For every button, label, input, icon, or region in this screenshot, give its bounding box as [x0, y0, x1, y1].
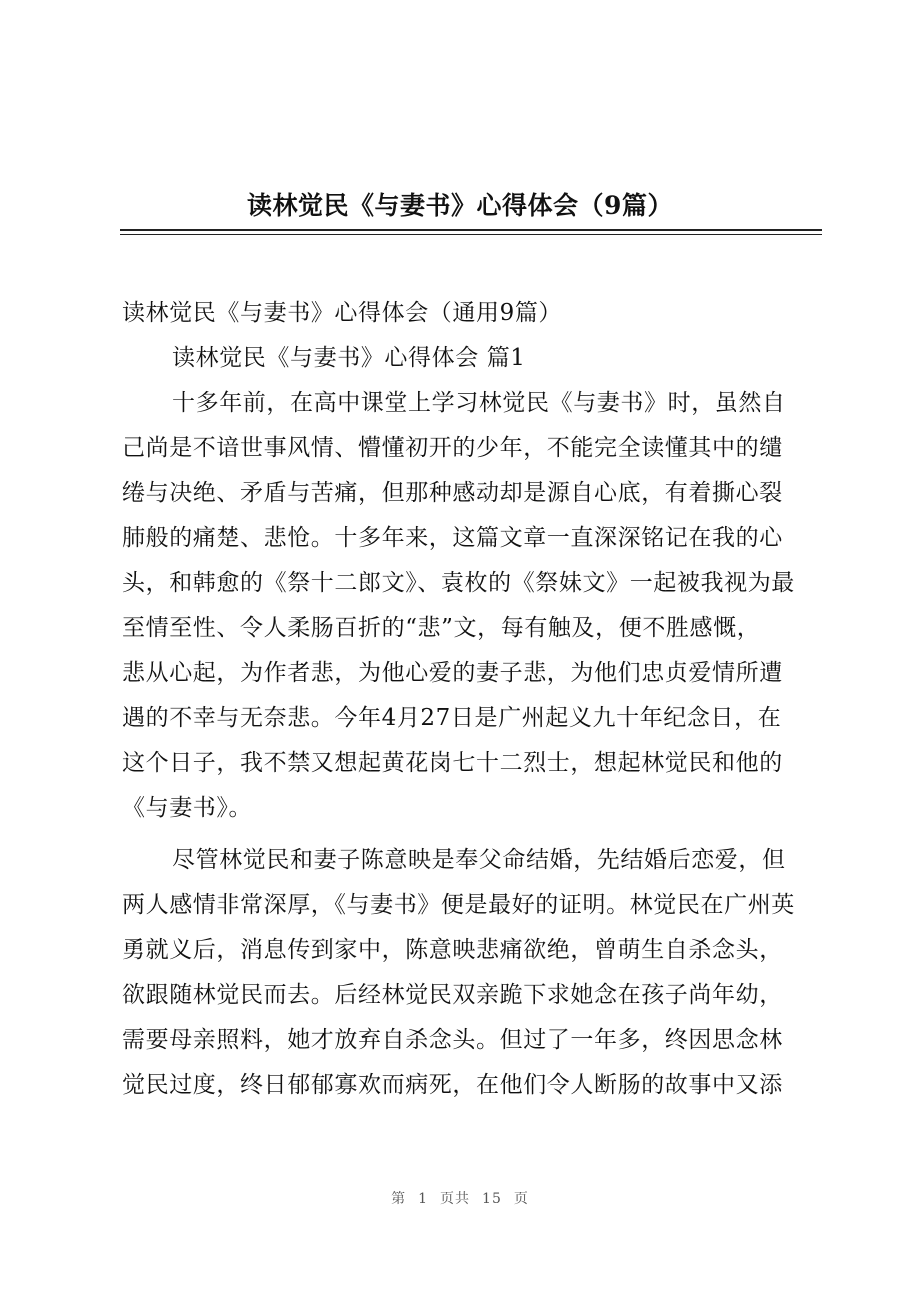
paragraph-line: 欲跟随林觉民而去。后经林觉民双亲跪下求她念在孩子尚年幼，: [122, 982, 783, 1008]
paragraph-line: 肺般的痛楚、悲怆。十多年来，这篇文章一直深深铭记在我的心: [122, 525, 783, 551]
title-divider-thick: [120, 229, 822, 231]
footer-prefix: 第: [391, 1191, 407, 1207]
total-pages: 15: [482, 1191, 502, 1207]
paragraph-line: 绻与决绝、矛盾与苦痛，但那种感动却是源自心底，有着撕心裂: [122, 480, 783, 506]
paragraph-line: 己尚是不谙世事风情、懵懂初开的少年，不能完全读懂其中的缱: [122, 435, 783, 461]
paragraph-2: [122, 838, 822, 1108]
paragraph-line: 这个日子，我不禁又想起黄花岗七十二烈士，想起林觉民和他的: [122, 750, 783, 776]
footer-suffix: 页: [513, 1191, 529, 1207]
current-page-number: 1: [418, 1191, 429, 1207]
paragraph-line: 头，和韩愈的《祭十二郎文》、袁枚的《祭妹文》一起被我视为最: [122, 570, 795, 596]
page-title: 读林觉民《与妻书》心得体会（9篇）: [247, 191, 673, 220]
paragraph-line: 两人感情非常深厚，《与妻书》便是最好的证明。林觉民在广州英: [122, 892, 795, 918]
footer-mid: 页共: [440, 1191, 471, 1207]
paragraph-line: 勇就义后，消息传到家中，陈意映悲痛欲绝，曾萌生自杀念头，: [122, 937, 783, 963]
paragraph-line: 《与妻书》。: [122, 795, 253, 821]
paragraph-1: [122, 381, 822, 831]
paragraph-line: 遇的不幸与无奈悲。今年4月27日是广州起义九十年纪念日，在: [122, 705, 782, 731]
subtitle: 读林觉民《与妻书》心得体会（通用9篇）: [122, 300, 563, 326]
paragraph-line: 悲从心起，为作者悲，为他心爱的妻子悲，为他们忠贞爱情所遭: [122, 660, 783, 686]
paragraph-line: 需要母亲照料，她才放弃自杀念头。但过了一年多，终因思念林: [122, 1027, 783, 1053]
title-divider-thin: [120, 234, 822, 235]
document-body: [122, 291, 822, 1108]
paragraph-line: 尽管林觉民和妻子陈意映是奉父命结婚，先结婚后恋爱，但: [172, 847, 786, 873]
section-heading: 读林觉民《与妻书》心得体会 篇1: [172, 345, 526, 371]
paragraph-line: 觉民过度，终日郁郁寡欢而病死，在他们令人断肠的故事中又添: [122, 1072, 783, 1098]
paragraph-line: 十多年前，在高中课堂上学习林觉民《与妻书》时，虽然自: [172, 390, 786, 416]
paragraph-line: 至情至性、令人柔肠百折的“悲”文，每有触及，便不胜感慨，: [122, 615, 761, 641]
page-footer: [0, 1188, 920, 1208]
